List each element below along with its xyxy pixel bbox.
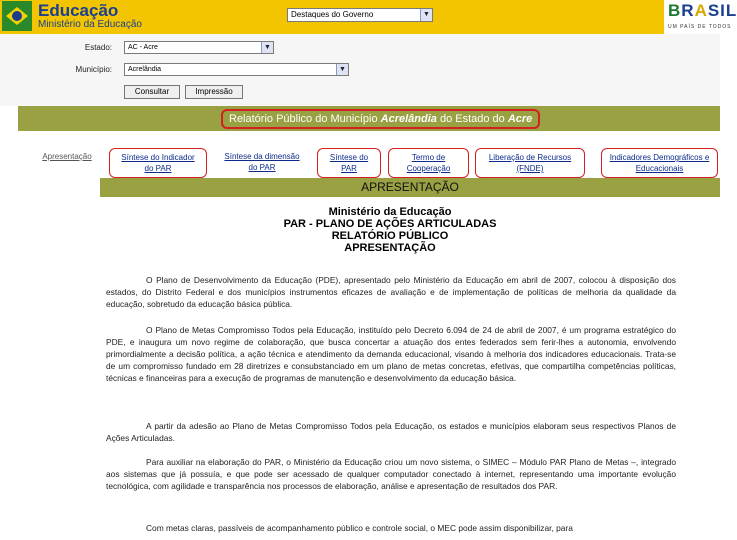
paragraph-text: Para auxiliar na elaboração do PAR, o Ministério da Educação criou um novo sistema, o SIMEC – Módulo PAR Plano de Metas –, integrado aos sistemas que já possuía, e que pode ser acessado de qualquer computador conectado à internet, representando uma importante evolução tecnológica, com agilidade e transparência nos processos de elaboração, análise e apresentação de resultados dos PAR. — [106, 457, 676, 491]
tab-sintese-dimensao[interactable] — [216, 148, 308, 178]
brasil-tagline: UM PAÍS DE TODOS — [668, 24, 732, 30]
report-estado: Acre — [507, 113, 533, 125]
gov-select-value: Destaques do Governo — [291, 10, 374, 19]
impressao-button[interactable]: Impressão — [185, 85, 243, 99]
brasil-logo-text: BRASIL — [668, 1, 737, 20]
heading-line: Ministério da Educação — [328, 206, 452, 218]
gov-highlights-select[interactable] — [287, 8, 433, 22]
tab-label-line1: Apresentação — [42, 152, 92, 161]
report-municipio: Acrelândia — [380, 113, 437, 125]
paragraph-text: A partir da adesão ao Plano de Metas Compromisso Todos pela Educação, os estados e municípios elaboram seus respectivos Planos de Ações Articuladas. — [106, 421, 676, 443]
paragraph — [106, 274, 676, 310]
tab-label-line1: Síntese do Indicador — [121, 153, 195, 162]
paragraph — [106, 456, 676, 492]
paragraph — [106, 324, 676, 384]
tab-liberacao-recursos[interactable] — [475, 148, 585, 178]
chevron-down-icon[interactable]: ▼ — [336, 64, 348, 75]
document-heading — [100, 206, 680, 254]
paragraph-text: O Plano de Metas Compromisso Todos pela Educação, instituído pelo Decreto 6.094 de 24 de abril de 2007, é um programa estratégico do PDE, e inaugura um novo regime de colaboração, que busca concertar a atuação dos entes federados sem ferir-lhes a autonomia, envolvendo primordialmente a decisão política, a ação técnica e atendimento da demanda educacional, visando à melhoria dos indicadores educacionais. Trata-se de um compromisso fundado em 28 diretrizes e consubstanciado em um plano de metas concretas, efetivas, que compartilha competências políticas, técnicas e financeiras para a execução de programas de manutenção e desenvolvimento da educação básica. — [106, 325, 676, 383]
paragraph — [106, 522, 676, 534]
estado-select[interactable] — [124, 41, 274, 54]
presentation-content — [100, 178, 680, 540]
site-title[interactable]: Educação — [38, 1, 119, 20]
tab-label-line2: do PAR — [248, 163, 276, 172]
tab-label-line2: Educacionais — [635, 164, 684, 173]
heading-line: APRESENTAÇÃO — [344, 242, 436, 254]
tab-sintese-par[interactable] — [317, 148, 381, 178]
top-header — [0, 0, 737, 34]
tab-sintese-indicador[interactable] — [109, 148, 207, 178]
municipio-label: Município: — [75, 65, 112, 74]
report-title — [221, 109, 540, 129]
heading-line: RELATÓRIO PÚBLICO — [331, 230, 449, 242]
report-title-bar — [18, 106, 720, 131]
tab-label-line1: Indicadores Demográficos e — [609, 153, 710, 162]
report-middle: do Estado do — [436, 113, 508, 125]
report-tabs — [18, 148, 720, 178]
estado-label: Estado: — [84, 43, 112, 52]
consultar-button[interactable]: Consultar — [124, 85, 180, 99]
estado-value: AC - Acre — [128, 44, 158, 51]
tab-apresentacao[interactable] — [26, 148, 108, 178]
brasil-logo — [664, 0, 737, 34]
paragraph — [106, 420, 676, 444]
chevron-down-icon[interactable]: ▼ — [420, 9, 432, 21]
tab-label-line2: (FNDE) — [516, 164, 544, 173]
filter-panel — [0, 34, 720, 106]
report-prefix: Relatório Público do Município — [229, 113, 381, 125]
tab-label-line1: Termo de — [411, 153, 446, 162]
brazil-flag-icon — [2, 1, 32, 31]
paragraph-text: Com metas claras, passíveis de acompanhamento público e controle social, o MEC pode assim disponibilizar, para — [146, 523, 573, 533]
site-subtitle: Ministério da Educação — [38, 19, 142, 30]
tab-label-line2: Cooperação — [406, 164, 451, 173]
tab-termo-cooperacao[interactable] — [388, 148, 469, 178]
heading-line: PAR - PLANO DE AÇÕES ARTICULADAS — [283, 218, 497, 230]
tab-label-line1: Síntese da dimensão — [224, 152, 300, 161]
municipio-select[interactable] — [124, 63, 349, 76]
municipio-value: Acrelândia — [128, 66, 162, 73]
paragraph-text: O Plano de Desenvolvimento da Educação (PDE), apresentado pelo Ministério da Educação em abril de 2007, colocou à disposição dos estados, do Distrito Federal e dos municípios instrumentos eficazes de avaliação e de implementação de políticas de melhoria da qualidade da educação, sobretudo da educação básica pública. — [106, 275, 676, 309]
tab-label-line2: PAR — [341, 164, 357, 173]
chevron-down-icon[interactable]: ▼ — [261, 42, 273, 53]
tab-label-line1: Liberação de Recursos — [488, 153, 572, 162]
tab-indicadores[interactable] — [601, 148, 718, 178]
tab-label-line2: do PAR — [144, 164, 172, 173]
section-header: APRESENTAÇÃO — [100, 178, 720, 197]
tab-label-line1: Síntese do — [329, 153, 369, 162]
